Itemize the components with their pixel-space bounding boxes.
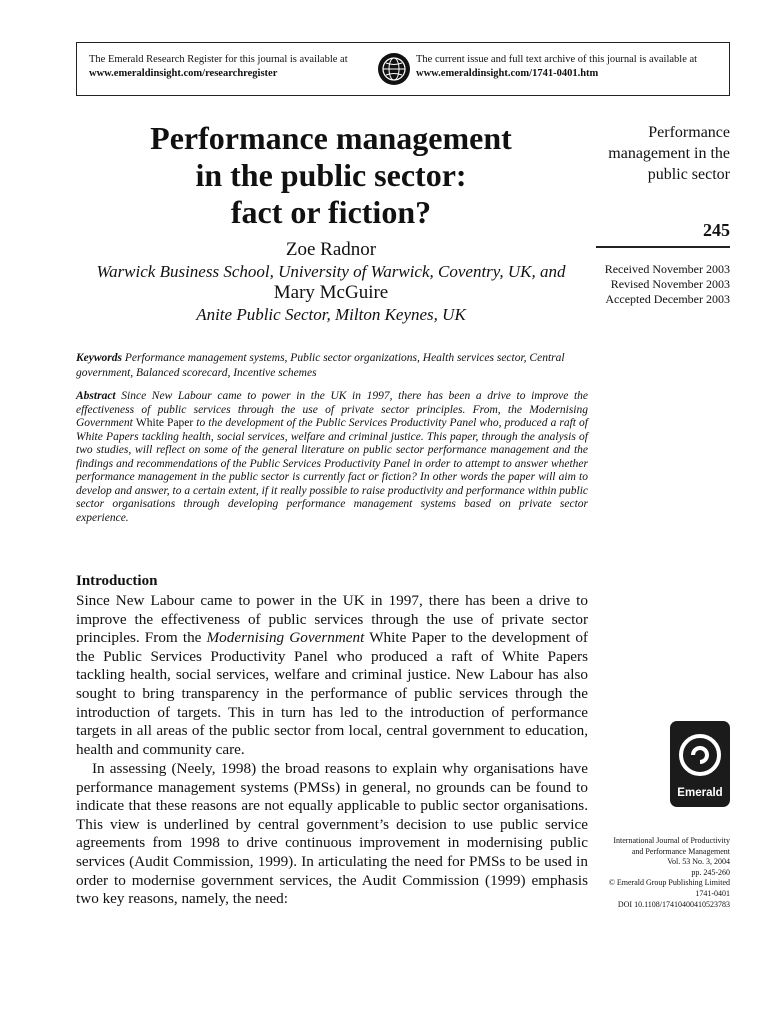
banner-right-url[interactable]: www.emeraldinsight.com/1741-0401.htm [416, 68, 599, 79]
journal-info [580, 836, 730, 910]
keywords-block [76, 351, 588, 381]
author-2: Mary McGuire [273, 282, 389, 303]
page-number: 245 [703, 220, 730, 240]
author-1: Zoe Radnor [285, 239, 377, 260]
emerald-logo [670, 721, 730, 807]
emerald-logo-text: Emerald [677, 787, 723, 799]
sidebar-rule [596, 246, 730, 248]
intro-p1-a: Since New Labour came to power in the UK in 1997, there has been a drive to improve the effectiveness of public services through the use of private sector principles. From the [76, 592, 588, 647]
journal-info-line: 1741-0401 [695, 888, 730, 898]
banner-right-text: The current issue and full text archive of this journal is available at [416, 54, 698, 65]
globe-icon [377, 52, 411, 86]
abstract-block [76, 390, 588, 525]
banner-right [416, 53, 697, 81]
date-accepted: Accepted December 2003 [605, 292, 730, 306]
intro-p1-b: White Paper to the development of the Public Services Productivity Panel who produced a raft of White Papers tackling health, social services, welfare and criminal justice. New Labour has also sought to bring transparency in the performance of public services through the introduction of targets. This in turn has led to the introduction of performance targets in all areas of the public sector from local, central government to education, health and community care. [76, 629, 588, 758]
journal-info-line: International Journal of Productivity [613, 836, 730, 845]
introduction-heading: Introduction [76, 573, 158, 589]
intro-p1-italic: Modernising Government [206, 629, 365, 647]
journal-info-line: © Emerald Group Publishing Limited [608, 878, 730, 888]
emerald-logo-icon [670, 723, 730, 785]
title-line-1: Performance management [150, 120, 512, 156]
paper-title [76, 120, 586, 231]
keywords-label: Keywords [76, 352, 122, 364]
emerald-banner [76, 42, 730, 96]
keywords-text: Performance management systems, Public sector organizations, Health services sector, Central government, Balanced scorecard, Incentive schemes [76, 352, 565, 379]
abstract-white-paper: White Paper [135, 417, 194, 429]
intro-paragraph-1 [76, 592, 588, 759]
journal-info-line: DOI 10.1108/17410400410523783 [617, 899, 730, 909]
abstract-text-1: Since New Labour came to power in the UK in 1997, there has been a drive to improve the effectiveness of public services through the use of private sector principles. From, the Modernising Government [76, 390, 589, 429]
abstract-label: Abstract [76, 390, 116, 402]
banner-left-url[interactable]: www.emeraldinsight.com/researchregister [89, 68, 278, 79]
affiliation-1: Warwick Business School, University of Warwick, Coventry, UK, and [96, 262, 566, 281]
journal-info-line: pp. 245-260 [691, 867, 730, 877]
journal-info-line: Vol. 53 No. 3, 2004 [667, 857, 730, 867]
title-line-2: in the public sector: [195, 157, 467, 193]
submission-dates [596, 262, 730, 307]
abstract-text-2: to the development of the Public Services Productivity Panel who, produced a raft of White Papers tackling health, social services, welfare and criminal justice. This paper, through the analysis of two studies, will reflect on some of the general literature on public sector performance management and the findings and recommendations of the Public Services Productivity Panel in order to attempt to answer whether performance management in the public sector is currently fact or fiction? In other words the paper will aim to develop and answer, to a certain extent, if it really possible to raise productivity and performance within public sector organisations through developing performance management systems based on private sector experience. [76, 417, 588, 524]
banner-left [89, 53, 348, 81]
affiliation-2: Anite Public Sector, Milton Keynes, UK [196, 305, 466, 324]
title-line-3: fact or fiction? [230, 194, 432, 230]
running-title: Performance management in the public sector [608, 124, 730, 183]
banner-left-text: The Emerald Research Register for this journal is available at [89, 54, 348, 65]
intro-paragraph-2: In assessing (Neely, 1998) the broad reasons to explain why organisations have performance management systems (PMSs) in general, no grounds can be found to indicate that these reasons are not equally applicable to public sector organisations. This view is underlined by central government’s decision to use public service agreements from 1998 to drive continuous improvement in modernising public services (Audit Commission, 1999). In articulating the need for PMSs to be used in order to modernise government services, the Audit Commission (1999) emphasis two key reasons, namely, the need: [76, 760, 588, 908]
journal-info-line: and Performance Management [631, 846, 730, 856]
date-received: Received November 2003 [604, 262, 730, 276]
date-revised: Revised November 2003 [610, 277, 730, 291]
